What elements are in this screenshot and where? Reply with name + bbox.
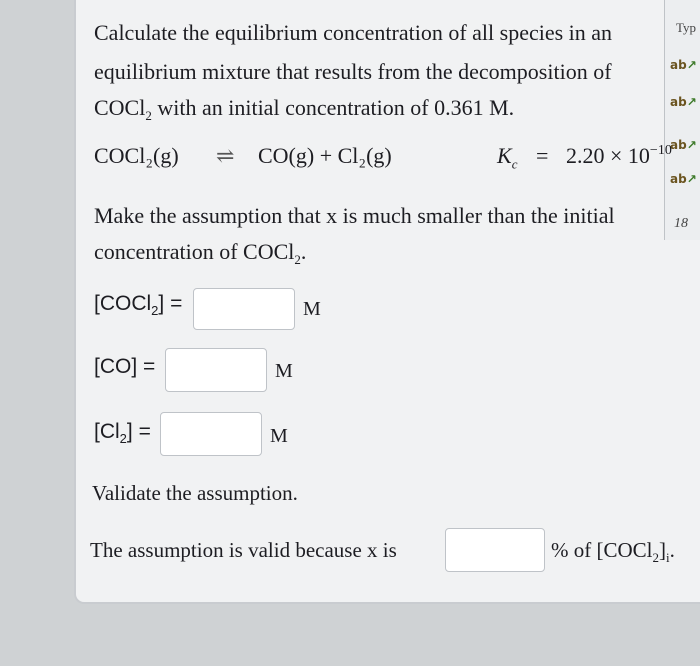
assumption-line-2 <box>94 236 306 275</box>
cocl2-input[interactable] <box>193 288 295 330</box>
validate-sentence-prefix <box>90 535 397 566</box>
validate-sentence-suffix <box>551 535 675 573</box>
assumption-text: concentration of COCl <box>94 239 295 264</box>
label-text: [COCl <box>94 292 152 315</box>
formula-subscript: 2 <box>145 108 152 123</box>
question-line-1: Calculate the equilibrium concentration of all species in an <box>94 20 613 45</box>
formula-subscript: 2 <box>151 303 159 318</box>
arrow-icon: ↗ <box>686 95 697 109</box>
formula-subscript: 2 <box>294 252 301 267</box>
side-panel <box>664 0 700 240</box>
arrow-icon: ↗ <box>686 58 697 72</box>
co-input[interactable] <box>165 348 267 392</box>
kc-value <box>566 143 672 169</box>
question-text: with an initial concentration of 0.361 M. <box>151 95 515 120</box>
formula-subscript: 2 <box>119 431 127 446</box>
kc-subscript: c <box>511 156 518 172</box>
bracket: ] <box>659 538 666 562</box>
side-typ-label: Typ <box>676 20 697 35</box>
side-number: 18 <box>674 216 688 231</box>
co-label: [CO] = <box>94 355 156 378</box>
formula-subscript: 2 <box>652 550 659 565</box>
ab-label: ab <box>670 95 687 109</box>
validate-text: % of [COCl <box>551 538 653 562</box>
side-tag-1[interactable] <box>670 58 697 72</box>
ab-label: ab <box>670 172 687 186</box>
cocl2-label <box>94 292 182 318</box>
initial-subscript: i <box>666 550 670 565</box>
kc-equals: = <box>536 143 549 168</box>
question-line-3 <box>94 92 514 131</box>
assumption-line-1: Make the assumption that x is much smaller than the initial <box>94 203 615 228</box>
validate-text: The assumption is valid because x is <box>90 538 397 562</box>
percent-input[interactable] <box>445 528 545 572</box>
assumption-period: . <box>300 239 307 264</box>
kc-mantissa: 2.20 × 10 <box>566 143 650 168</box>
ab-label: ab <box>670 138 687 152</box>
kc-letter: K <box>497 143 512 168</box>
co-unit: M <box>275 360 293 382</box>
cl2-label <box>94 420 151 446</box>
side-tag-2[interactable] <box>670 95 697 109</box>
label-text: ] = <box>126 420 151 443</box>
validate-heading: Validate the assumption. <box>92 481 298 505</box>
label-text: ] = <box>158 292 183 315</box>
side-tag-3[interactable] <box>670 138 697 152</box>
question-line-2: equilibrium mixture that results from the decomposition of <box>94 59 612 84</box>
equation-products: CO(g) + Cl₂(g) <box>258 143 392 168</box>
equilibrium-arrow-icon: ⇌ <box>216 143 235 168</box>
equation-reactant: COCl₂(g) <box>94 143 179 168</box>
period: . <box>669 538 675 562</box>
ab-label: ab <box>670 58 687 72</box>
cocl2-unit: M <box>303 298 321 320</box>
kc-exponent: −10 <box>649 143 672 158</box>
arrow-icon: ↗ <box>686 138 697 152</box>
label-text: [Cl <box>94 420 120 443</box>
formula-text: COCl <box>94 95 146 120</box>
kc-symbol <box>497 143 517 172</box>
arrow-icon: ↗ <box>686 172 697 186</box>
cl2-unit: M <box>270 425 288 447</box>
side-tag-4[interactable] <box>670 172 697 186</box>
cl2-input[interactable] <box>160 412 262 456</box>
